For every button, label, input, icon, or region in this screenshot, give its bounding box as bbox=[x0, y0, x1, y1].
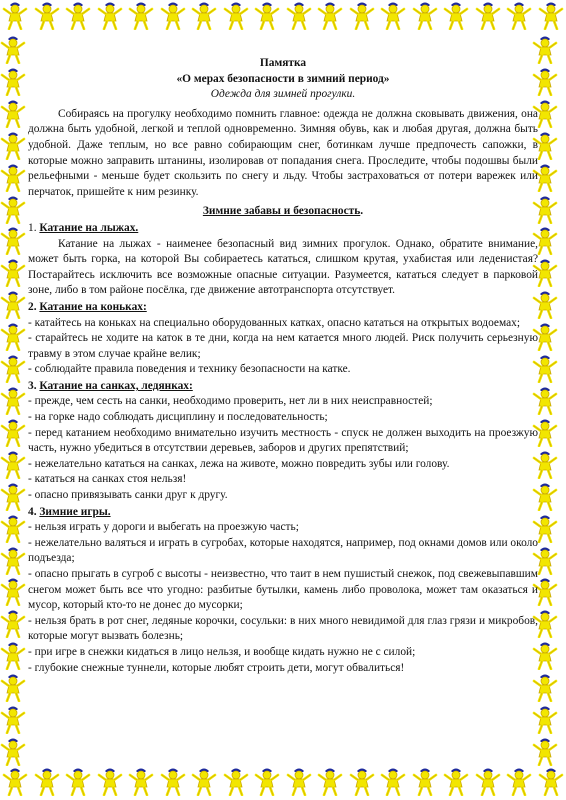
list-item: - соблюдайте правила поведения и технику безопасности на катке. bbox=[28, 363, 351, 376]
child-figure-icon bbox=[0, 640, 26, 670]
child-figure-icon bbox=[506, 0, 532, 30]
list-item: - опасно привязывать санки друг к другу. bbox=[28, 489, 228, 502]
list-item: - глубокие снежные туннели, которые любят строить дети, могут обвалиться! bbox=[28, 661, 405, 674]
child-figure-icon bbox=[223, 766, 249, 796]
child-figure-icon bbox=[0, 130, 26, 160]
intro-paragraph: Собираясь на прогулку необходимо помнить главное: одежда не должна сковывать движения, она должна быть удобной, легкой и теплой одновременно. Зимняя обувь, как и любая другая, должна быть удобной. Даже теплым, но все равно собирающим снег, ботинкам лучше предпочесть сапожки, в которые можно заправить штанины, изолировав от попадания снега. Проследите, чтобы подошвы были рельефными - меньше будет скользить по снегу и льду. Чтобы застраховаться от потери варежек или перчаток, пришейте к ним резинку. bbox=[28, 107, 538, 198]
child-figure-icon bbox=[0, 449, 26, 479]
list-item: - опасно прыгать в сугроб с высоты - неизвестно, что таит в нем пушистый снежок, под свежевыпавшим снегом может быть все что угодно: разбитые бутылки, камень либо проволока, может там оказаться и мусор, который кто-то не донес до мусорки; bbox=[28, 568, 538, 612]
child-figure-icon bbox=[0, 704, 26, 734]
child-figure-icon bbox=[0, 736, 26, 766]
child-figure-icon bbox=[0, 162, 26, 192]
child-figure-icon bbox=[0, 576, 26, 606]
child-figure-icon bbox=[349, 766, 375, 796]
section-1-heading: 1. Катание на лыжах. bbox=[28, 221, 139, 234]
child-figure-icon bbox=[0, 289, 26, 319]
child-figure-icon bbox=[412, 0, 438, 30]
child-figure-icon bbox=[0, 481, 26, 511]
child-figure-icon bbox=[443, 0, 469, 30]
child-figure-icon bbox=[475, 766, 501, 796]
list-item: - на горке надо соблюдать дисциплину и последовательность; bbox=[28, 411, 328, 424]
child-figure-icon bbox=[349, 0, 375, 30]
child-figure-icon bbox=[0, 608, 26, 638]
child-figure-icon bbox=[286, 766, 312, 796]
child-figure-icon bbox=[97, 0, 123, 30]
child-figure-icon bbox=[65, 766, 91, 796]
border-bottom bbox=[0, 766, 566, 800]
child-figure-icon bbox=[412, 766, 438, 796]
memo-title: «О мерах безопасности в зимний период» bbox=[176, 72, 390, 85]
section-1-paragraph: Катание на лыжах - наименее безопасный вид зимних прогулок. Однако, обратите внимание, может быть горка, на которой Вы собираетесь кататься, слишком крутая, ухабистая или леденистая? Постарайтесь исключить все возможные опасные ситуации. Разумеется, кататься следует в парковой зоне, либо в том районе посёлка, где движение автотранспорта отсутствует. bbox=[28, 237, 538, 297]
child-figure-icon bbox=[0, 321, 26, 351]
child-figure-icon bbox=[160, 766, 186, 796]
list-item: - нельзя играть у дороги и выбегать на проезжую часть; bbox=[28, 521, 299, 534]
child-figure-icon bbox=[97, 766, 123, 796]
child-figure-icon bbox=[128, 0, 154, 30]
child-figure-icon bbox=[254, 766, 280, 796]
child-figure-icon bbox=[0, 225, 26, 255]
child-figure-icon bbox=[191, 766, 217, 796]
child-figure-icon bbox=[0, 98, 26, 128]
child-figure-icon bbox=[380, 0, 406, 30]
child-figure-icon bbox=[191, 0, 217, 30]
child-figure-icon bbox=[532, 704, 558, 734]
child-figure-icon bbox=[506, 766, 532, 796]
child-figure-icon bbox=[380, 766, 406, 796]
child-figure-icon bbox=[538, 0, 564, 30]
child-figure-icon bbox=[317, 0, 343, 30]
child-figure-icon bbox=[2, 766, 28, 796]
child-figure-icon bbox=[0, 417, 26, 447]
child-figure-icon bbox=[0, 34, 26, 64]
memo-heading: Памятка bbox=[259, 57, 307, 69]
child-figure-icon bbox=[317, 766, 343, 796]
section-heading: Зимние забавы и безопасность. bbox=[202, 205, 364, 218]
child-figure-icon bbox=[34, 0, 60, 30]
child-figure-icon bbox=[2, 0, 28, 30]
list-item: - при игре в снежки кидаться в лицо нельзя, и вообще кидать нужно не с силой; bbox=[28, 645, 416, 658]
child-figure-icon bbox=[160, 0, 186, 30]
list-item: - старайтесь не ходите на каток в те дни, когда на нем катается много людей. Риск получить серьезную травму в этом случае крайне велик; bbox=[28, 332, 538, 360]
section-3-heading: 3. Катание на санках, ледянках: bbox=[28, 379, 193, 392]
child-figure-icon bbox=[0, 194, 26, 224]
section-4-heading: 4. Зимние игры. bbox=[28, 505, 111, 518]
child-figure-icon bbox=[538, 766, 564, 796]
memo-document bbox=[28, 56, 538, 676]
child-figure-icon bbox=[0, 513, 26, 543]
list-item: - перед катанием необходимо внимательно изучить местность - спуск не должен выходить на проезжую часть, нужно убедиться в отсутствии деревьев, заборов и других препятствий; bbox=[28, 426, 538, 455]
child-figure-icon bbox=[0, 353, 26, 383]
child-figure-icon bbox=[0, 545, 26, 575]
child-figure-icon bbox=[0, 672, 26, 702]
child-figure-icon bbox=[0, 66, 26, 96]
child-figure-icon bbox=[532, 672, 558, 702]
list-item: - прежде, чем сесть на санки, необходимо проверить, нет ли в них неисправностей; bbox=[28, 395, 433, 408]
section-2-heading: 2. Катание на коньках: bbox=[28, 300, 147, 313]
child-figure-icon bbox=[475, 0, 501, 30]
memo-subtitle: Одежда для зимней прогулки. bbox=[210, 88, 356, 101]
child-figure-icon bbox=[443, 766, 469, 796]
child-figure-icon bbox=[0, 385, 26, 415]
list-item: - нельзя брать в рот снег, ледяные корочки, сосульки: в них много невидимой для глаз грязи и микробов, которые могут вызвать болезнь; bbox=[28, 614, 538, 643]
child-figure-icon bbox=[128, 766, 154, 796]
child-figure-icon bbox=[254, 0, 280, 30]
child-figure-icon bbox=[34, 766, 60, 796]
list-item: - катайтесь на коньках на специально оборудованных катках, опасно кататься на открытых водоемах; bbox=[28, 316, 521, 329]
child-figure-icon bbox=[65, 0, 91, 30]
border-top bbox=[0, 0, 566, 34]
child-figure-icon bbox=[223, 0, 249, 30]
list-item: - нежелательно валяться и играть в сугробах, которые находятся, например, под окнами домов или около подъезда; bbox=[28, 536, 538, 565]
child-figure-icon bbox=[286, 0, 312, 30]
child-figure-icon bbox=[532, 736, 558, 766]
list-item: - кататься на санках стоя нельзя! bbox=[28, 473, 187, 486]
list-item: - нежелательно кататься на санках, лежа на животе, можно повредить зубы или голову. bbox=[28, 457, 450, 470]
child-figure-icon bbox=[0, 257, 26, 287]
